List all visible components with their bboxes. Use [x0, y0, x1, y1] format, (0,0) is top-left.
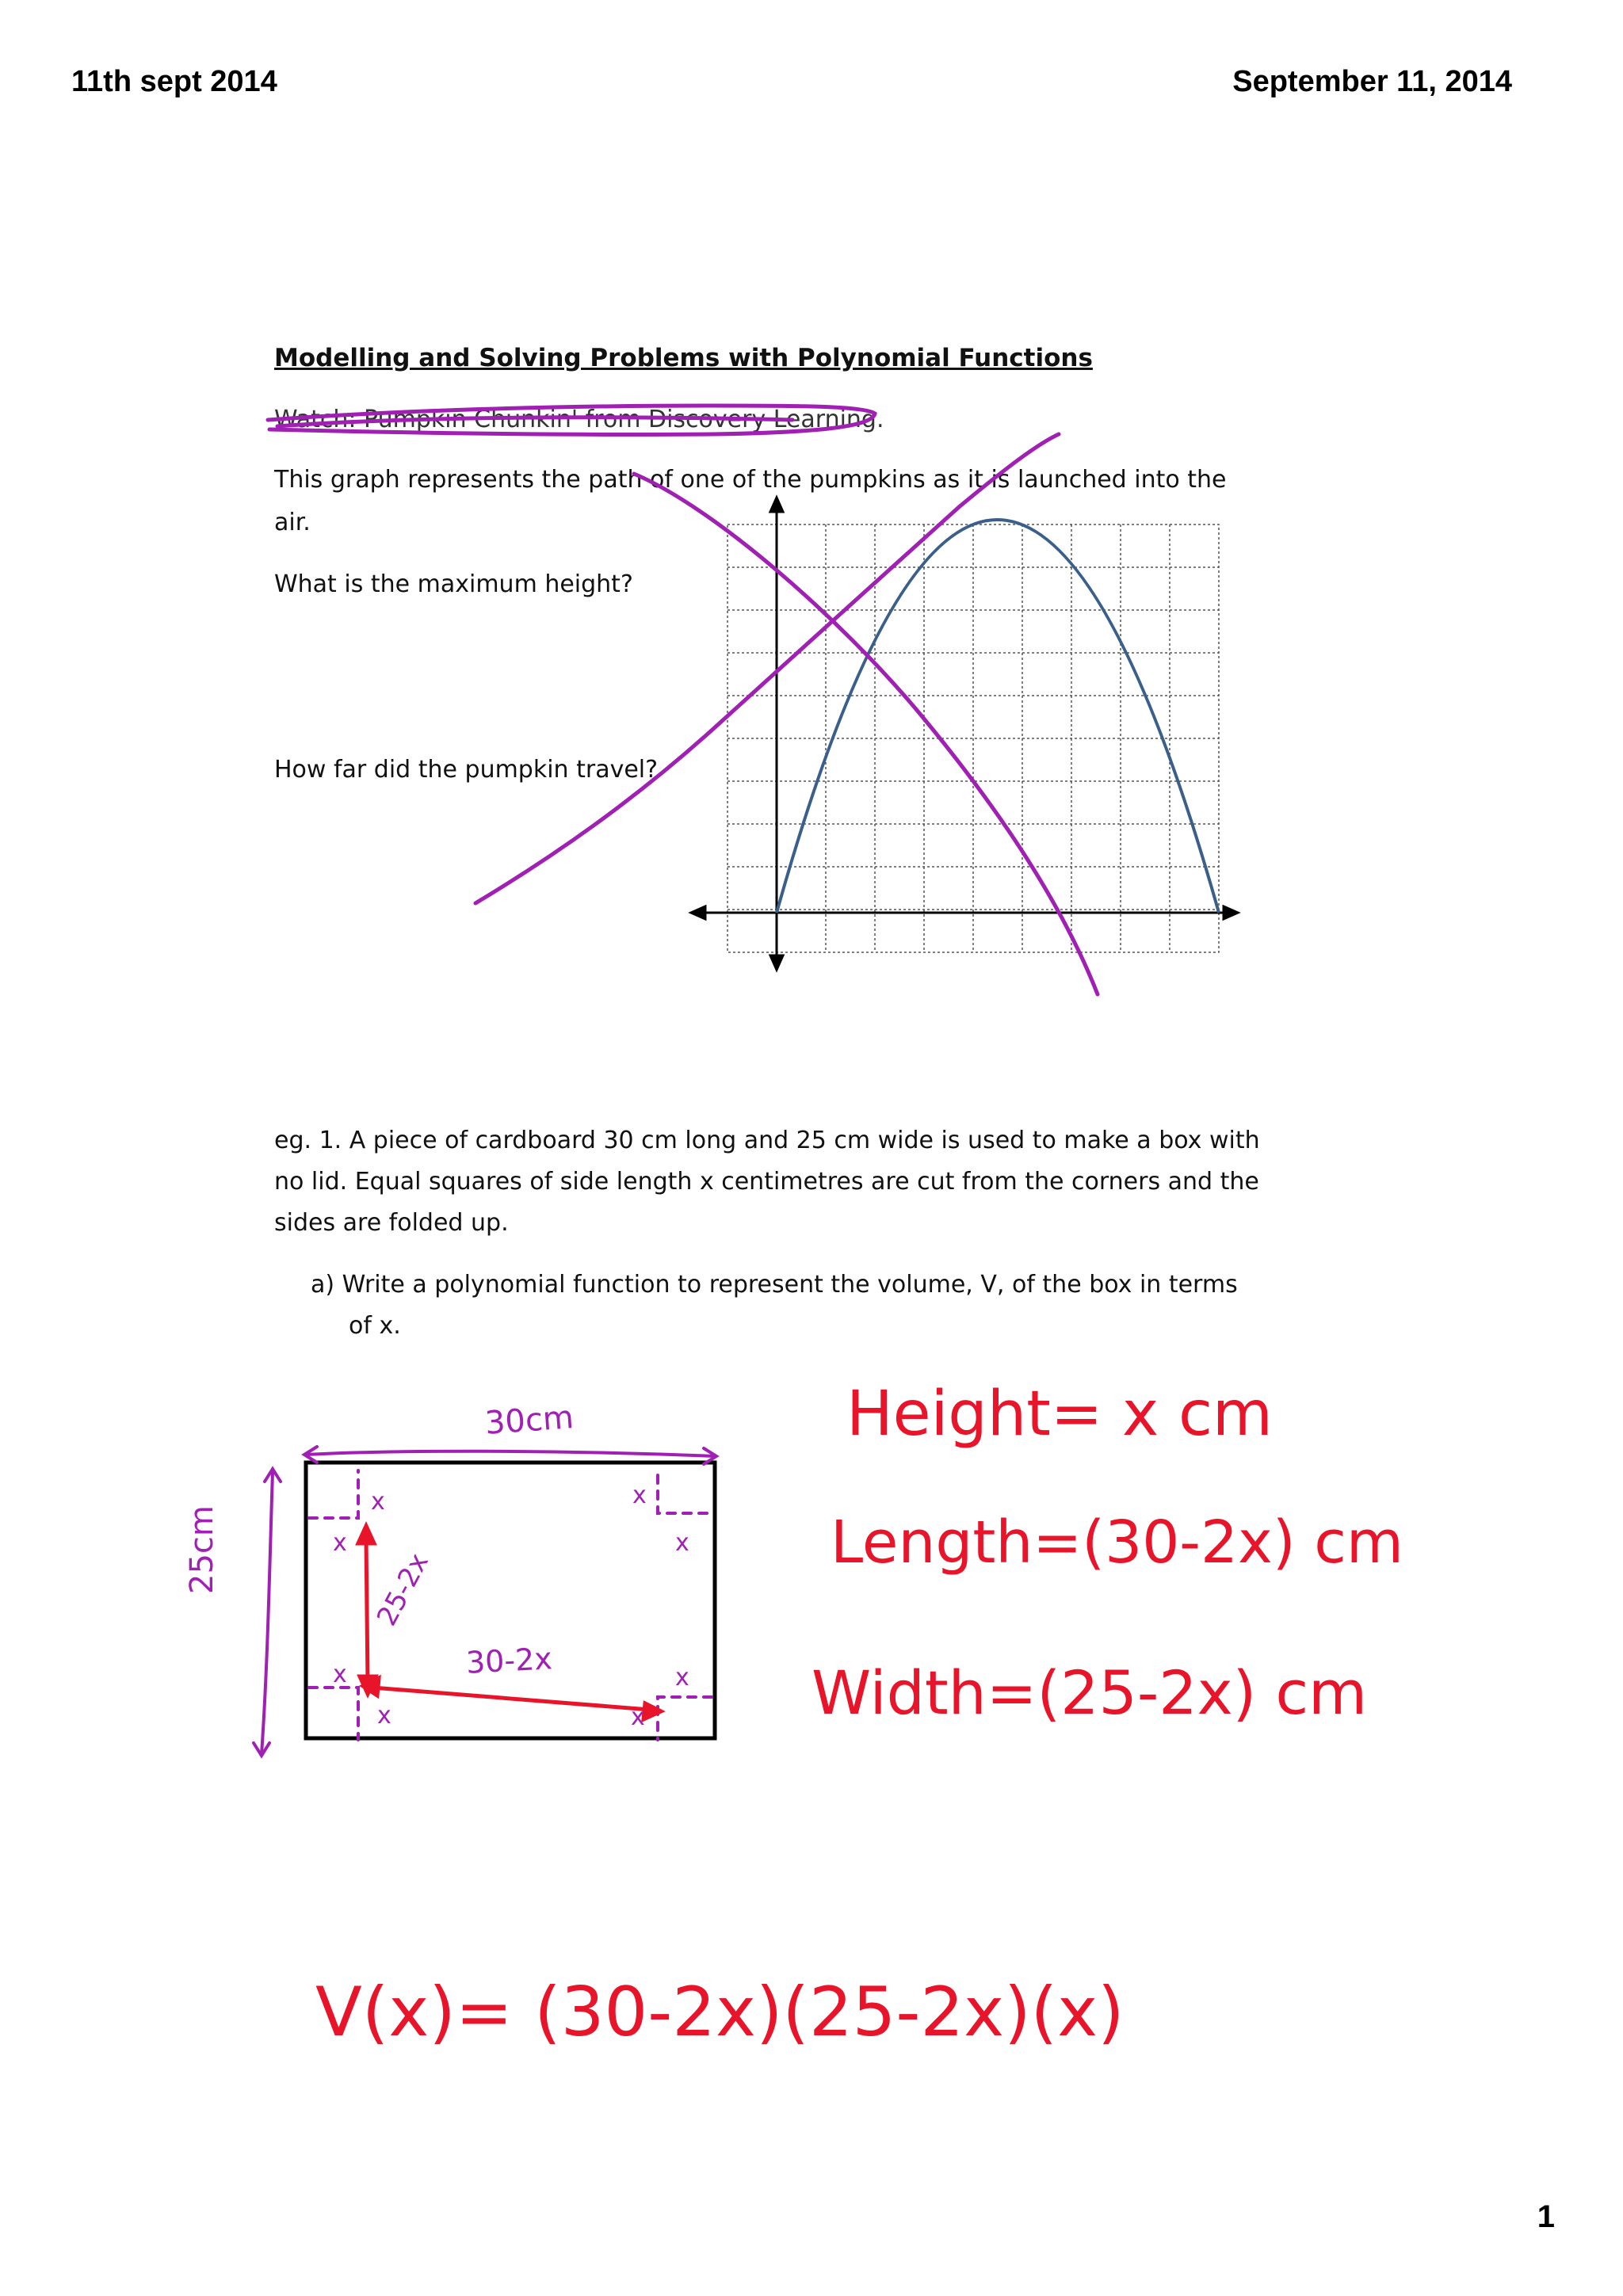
header-date: September 11, 2014	[1232, 65, 1512, 98]
header-left-title: 11th sept 2014	[71, 65, 277, 98]
crossed-out-line: Watch: Pumpkin Chunkin' from Discovery Learning.	[274, 406, 884, 433]
corner-x-bottom-left-2: x	[377, 1702, 391, 1730]
height-expression: Height= x cm	[846, 1379, 1273, 1450]
corner-x-top-right: x	[632, 1482, 647, 1509]
corner-x-bottom-right: x	[675, 1664, 689, 1691]
corner-x-bottom-left: x	[333, 1661, 347, 1688]
document-title: Modelling and Solving Problems with Polynomial Functions	[274, 344, 1093, 372]
corner-x-bottom-right-2: x	[631, 1703, 645, 1731]
question-max-height: What is the maximum height?	[274, 570, 633, 598]
intro-line-1: This graph represents the path of one of the pumpkins as it is launched into the	[274, 466, 1227, 494]
example-line-1: eg. 1. A piece of cardboard 30 cm long and 25 cm wide is used to make a box with	[274, 1127, 1260, 1154]
example-line-2: no lid. Equal squares of side length x centimetres are cut from the corners and the	[274, 1168, 1259, 1196]
graph-grid	[727, 524, 1219, 952]
volume-function: V(x)= (30-2x)(25-2x)(x)	[315, 1973, 1125, 2052]
length-expression: Length=(30-2x) cm	[831, 1508, 1404, 1577]
question-distance: How far did the pumpkin travel?	[274, 756, 659, 784]
corner-x-top-right-2: x	[675, 1529, 689, 1557]
top-length-label: 30cm	[483, 1399, 575, 1442]
part-a-line-2: of x.	[349, 1312, 401, 1340]
vertical-dimension-label: 25-2x	[371, 1548, 435, 1631]
side-width-label: 25cm	[184, 1505, 220, 1594]
pumpkin-path-curve	[777, 520, 1219, 913]
corner-x-top-left: x	[371, 1488, 385, 1516]
intro-line-2: air.	[274, 509, 311, 536]
horizontal-dimension-label: 30-2x	[464, 1641, 553, 1680]
width-expression: Width=(25-2x) cm	[812, 1657, 1368, 1728]
part-a-line-1: a) Write a polynomial function to represent the volume, V, of the box in terms	[311, 1271, 1238, 1299]
corner-x-top-left-2: x	[333, 1529, 347, 1557]
page-number: 1	[1537, 2199, 1555, 2234]
example-line-3: sides are folded up.	[274, 1209, 509, 1237]
